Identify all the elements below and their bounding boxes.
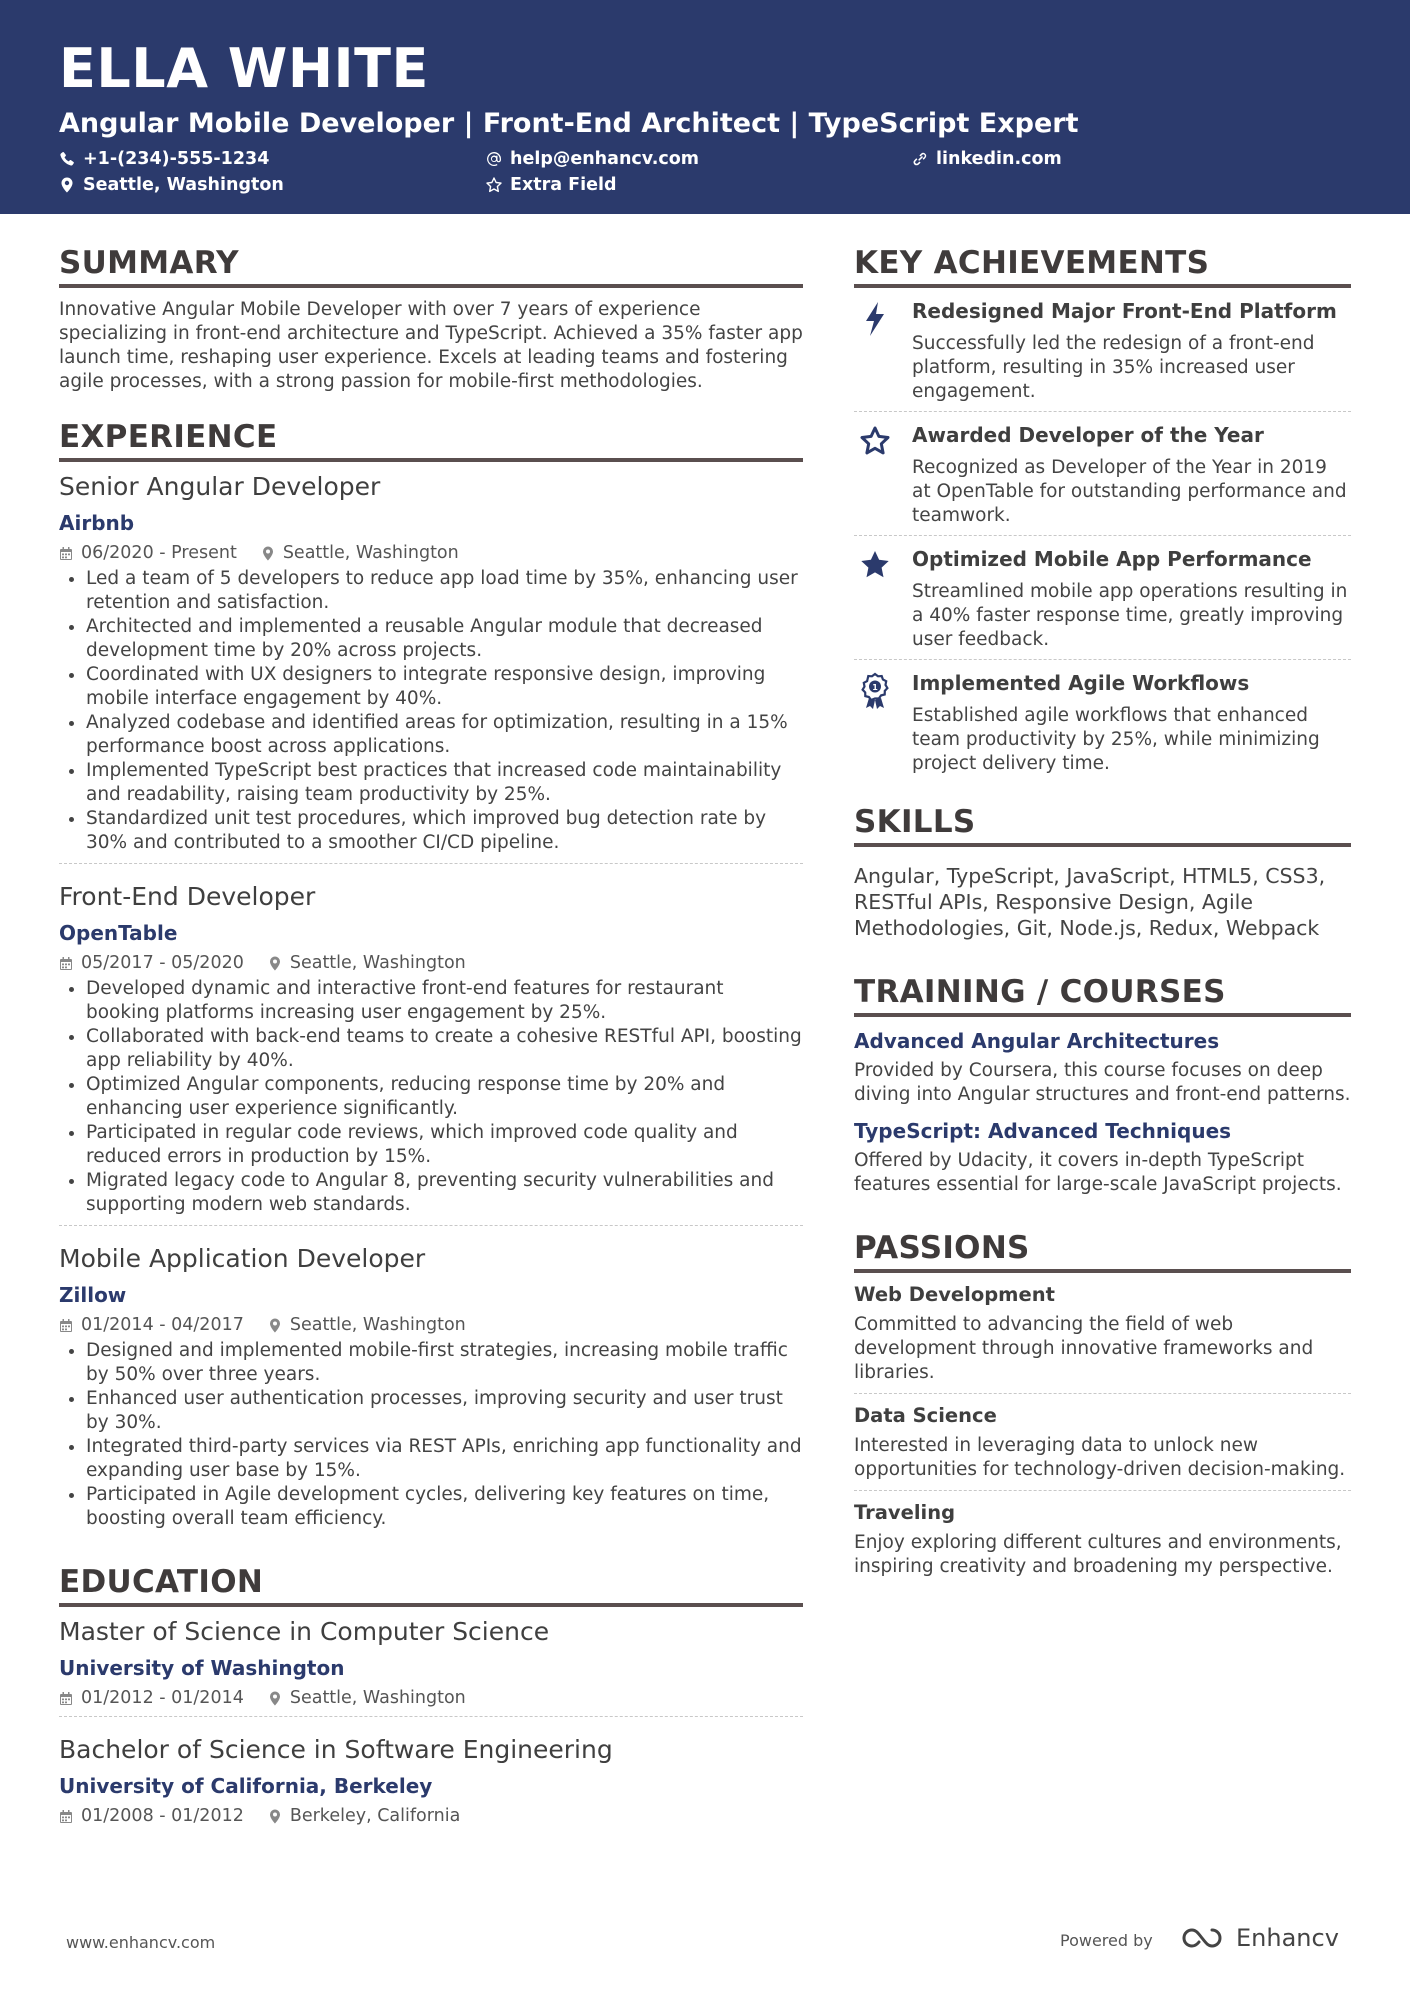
training-section — [854, 975, 1351, 1197]
contact-phone[interactable] — [59, 149, 269, 169]
email-text: help@enhancv.com — [510, 149, 700, 169]
job-meta — [59, 953, 803, 973]
footer-brand[interactable] — [1180, 1924, 1339, 1952]
job-bullet: • Coordinated with UX designers to integrate responsive design, improving mobile interface engagement by 40%. — [86, 663, 803, 711]
achievement-desc: Recognized as Developer of the Year in 2019 at OpenTable for outstanding performance and teamwork. — [912, 457, 1347, 527]
job-location-text: Seattle, Washington — [289, 953, 466, 974]
job-role: Senior Angular Developer — [59, 472, 381, 502]
job-company: OpenTable — [59, 921, 178, 946]
linkedin-text: linkedin.com — [936, 149, 1062, 169]
location-pin-icon — [268, 956, 282, 971]
lightning-icon — [854, 298, 896, 404]
job-bullets — [59, 1339, 803, 1531]
contact-location — [59, 175, 284, 195]
passion-title: Data Science — [854, 1404, 997, 1428]
job-bullet: • Led a team of 5 developers to reduce app load time by 35%, enhancing user retention and satisfaction. — [86, 567, 803, 615]
job-bullet: • Designed and implemented mobile-first strategies, increasing mobile traffic by 50% over three years. — [86, 1339, 803, 1387]
achievement-item — [854, 411, 1351, 535]
job-bullet: • Enhanced user authentication processes, improving security and user trust by 30%. — [86, 1387, 803, 1435]
location-pin-icon — [268, 1691, 282, 1706]
job-location — [268, 1315, 466, 1335]
passion-desc: Enjoy exploring different cultures and environments, inspiring creativity and broadening my perspective. — [854, 1532, 1342, 1578]
education-dates-text: 01/2008 - 01/2012 — [81, 1806, 244, 1827]
job-bullet: • Migrated legacy code to Angular 8, preventing security vulnerabilities and supporting modern web standards. — [86, 1169, 803, 1217]
summary-section — [59, 246, 803, 394]
job-role: Front-End Developer — [59, 882, 316, 912]
passions-section — [854, 1231, 1351, 1587]
education-meta — [59, 1806, 803, 1826]
education-location — [268, 1806, 460, 1826]
right-column — [854, 246, 1351, 1587]
footer-url[interactable]: www.enhancv.com — [66, 1933, 216, 1952]
passion-item — [854, 1273, 1351, 1393]
star-filled-icon — [854, 546, 896, 652]
passion-item — [854, 1393, 1351, 1490]
section-title-experience: EXPERIENCE — [59, 420, 803, 462]
job-dates — [59, 953, 244, 973]
job-dates-text: 06/2020 - Present — [81, 543, 237, 564]
job-bullet: • Architected and implemented a reusable Angular module that decreased development time by 20% across projects. — [86, 615, 803, 663]
location-pin-icon — [268, 1318, 282, 1333]
location-pin-icon — [268, 1809, 282, 1824]
job-location — [261, 543, 459, 563]
calendar-icon — [59, 956, 73, 971]
footer-powered-by: Powered by — [1060, 1931, 1153, 1950]
section-title-training: TRAINING / COURSES — [854, 975, 1351, 1017]
course-desc: Offered by Udacity, it covers in-depth TypeScript features essential for large-scale JavaScript projects. — [854, 1150, 1342, 1196]
course-item — [854, 1029, 1351, 1107]
location-text: Seattle, Washington — [83, 175, 284, 195]
course-title: Advanced Angular Architectures — [854, 1029, 1220, 1054]
summary-text: Innovative Angular Mobile Developer with over 7 years of experience specializing in front-end architecture and TypeScript. Achieved a 35% faster app launch time, reshaping user experience. Excels at leading teams and fostering agile processes, with a strong passion for mobile-first methodologies. — [59, 299, 803, 393]
education-meta — [59, 1688, 803, 1708]
candidate-title: Angular Mobile Developer | Front-End Architect | TypeScript Expert — [59, 108, 1079, 139]
contact-email[interactable] — [486, 149, 699, 169]
experience-section — [59, 420, 803, 1539]
job-dates — [59, 1315, 244, 1335]
job-dates-text: 01/2014 - 04/2017 — [81, 1315, 244, 1336]
calendar-icon — [59, 1691, 73, 1706]
contact-linkedin[interactable] — [912, 149, 1062, 169]
education-entry — [59, 1617, 803, 1716]
achievement-desc: Streamlined mobile app operations resulting in a 40% faster response time, greatly improving user feedback. — [912, 581, 1348, 651]
location-pin-icon — [261, 546, 275, 561]
link-icon — [912, 151, 928, 167]
education-location-text: Seattle, Washington — [289, 1688, 466, 1709]
achievement-item — [854, 659, 1351, 783]
job-entry — [59, 472, 803, 863]
course-item — [854, 1119, 1351, 1197]
education-location-text: Berkeley, California — [289, 1806, 461, 1827]
left-column — [59, 246, 803, 1834]
star-outline-icon — [854, 422, 896, 528]
job-meta — [59, 1315, 803, 1335]
section-title-education: EDUCATION — [59, 1565, 803, 1607]
section-title-achievements: KEY ACHIEVEMENTS — [854, 246, 1351, 288]
section-title-summary: SUMMARY — [59, 246, 803, 288]
education-dates-text: 01/2012 - 01/2014 — [81, 1688, 244, 1709]
job-bullet: • Implemented TypeScript best practices that increased code maintainability and readability, raising team productivity by 25%. — [86, 759, 803, 807]
job-dates — [59, 543, 237, 563]
course-desc: Provided by Coursera, this course focuses on deep diving into Angular structures and front-end patterns. — [854, 1060, 1351, 1106]
location-pin-icon — [59, 177, 75, 193]
section-title-skills: SKILLS — [854, 805, 1351, 847]
job-company: Zillow — [59, 1283, 127, 1308]
svg-text:1: 1 — [872, 683, 878, 693]
education-location — [268, 1688, 466, 1708]
job-bullet: • Collaborated with back-end teams to create a cohesive RESTful API, boosting app reliability by 40%. — [86, 1025, 803, 1073]
education-entry — [59, 1716, 803, 1834]
calendar-icon — [59, 1809, 73, 1824]
phone-text: +1-(234)-555-1234 — [83, 149, 270, 169]
job-meta — [59, 543, 803, 563]
job-bullet: • Integrated third-party services via REST APIs, enriching app functionality and expanding user base by 15%. — [86, 1435, 803, 1483]
skills-section — [854, 805, 1351, 941]
achievement-title: Redesigned Major Front-End Platform — [912, 299, 1337, 324]
job-bullet: • Developed dynamic and interactive front-end features for restaurant booking platforms increasing user engagement by 25%. — [86, 977, 803, 1025]
passion-title: Web Development — [854, 1283, 1055, 1307]
achievement-title: Implemented Agile Workflows — [912, 671, 1250, 696]
star-outline-icon — [486, 177, 502, 193]
education-degree: Bachelor of Science in Software Engineering — [59, 1735, 613, 1765]
achievement-item — [854, 288, 1351, 411]
course-title: TypeScript: Advanced Techniques — [854, 1119, 1232, 1144]
education-dates — [59, 1688, 244, 1708]
education-degree: Master of Science in Computer Science — [59, 1617, 550, 1647]
phone-icon — [59, 151, 75, 167]
passion-title: Traveling — [854, 1501, 956, 1525]
award-ribbon-icon — [854, 670, 896, 776]
job-entry — [59, 1225, 803, 1539]
job-entry — [59, 863, 803, 1225]
passion-item — [854, 1490, 1351, 1587]
job-bullets — [59, 977, 803, 1217]
job-bullet: • Optimized Angular components, reducing response time by 20% and enhancing user experience significantly. — [86, 1073, 803, 1121]
at-icon — [486, 151, 502, 167]
job-location-text: Seattle, Washington — [282, 543, 459, 564]
achievement-item — [854, 535, 1351, 659]
education-school: University of Washington — [59, 1656, 345, 1681]
education-section — [59, 1565, 803, 1834]
education-dates — [59, 1806, 244, 1826]
job-role: Mobile Application Developer — [59, 1244, 426, 1274]
achievements-section — [854, 246, 1351, 783]
job-dates-text: 05/2017 - 05/2020 — [81, 953, 244, 974]
extra-text: Extra Field — [510, 175, 617, 195]
passion-desc: Interested in leveraging data to unlock new opportunities for technology-driven decision-making. — [854, 1435, 1346, 1481]
job-company: Airbnb — [59, 511, 135, 536]
job-bullets — [59, 567, 803, 855]
calendar-icon — [59, 546, 73, 561]
job-bullet: • Participated in regular code reviews, which improved code quality and reduced errors in production by 15%. — [86, 1121, 803, 1169]
job-location-text: Seattle, Washington — [289, 1315, 466, 1336]
passion-desc: Committed to advancing the field of web development through innovative frameworks and libraries. — [854, 1314, 1314, 1384]
achievement-desc: Successfully led the redesign of a front-end platform, resulting in 35% increased user engagement. — [912, 333, 1315, 403]
footer-brand-text: Enhancv — [1236, 1924, 1339, 1952]
contact-extra — [486, 175, 617, 195]
job-bullet: • Standardized unit test procedures, which improved bug detection rate by 30% and contributed to a smoother CI/CD pipeline. — [86, 807, 803, 855]
job-location — [268, 953, 466, 973]
education-school: University of California, Berkeley — [59, 1774, 433, 1799]
section-title-passions: PASSIONS — [854, 1231, 1351, 1273]
job-bullet: • Analyzed codebase and identified areas for optimization, resulting in a 15% performance boost across applications. — [86, 711, 803, 759]
achievement-title: Optimized Mobile App Performance — [912, 547, 1312, 572]
skills-text: Angular, TypeScript, JavaScript, HTML5, CSS3, RESTful APIs, Responsive Design, Agile Methodologies, Git, Node.js, Redux, Webpack — [854, 864, 1326, 941]
calendar-icon — [59, 1318, 73, 1333]
enhancv-logo-icon — [1180, 1924, 1228, 1952]
achievement-desc: Established agile workflows that enhanced team productivity by 25%, while minimizing project delivery time. — [912, 705, 1320, 775]
candidate-name: ELLA WHITE — [59, 37, 429, 100]
job-bullet: • Participated in Agile development cycles, delivering key features on time, boosting overall team efficiency. — [86, 1483, 803, 1531]
achievement-title: Awarded Developer of the Year — [912, 423, 1264, 448]
